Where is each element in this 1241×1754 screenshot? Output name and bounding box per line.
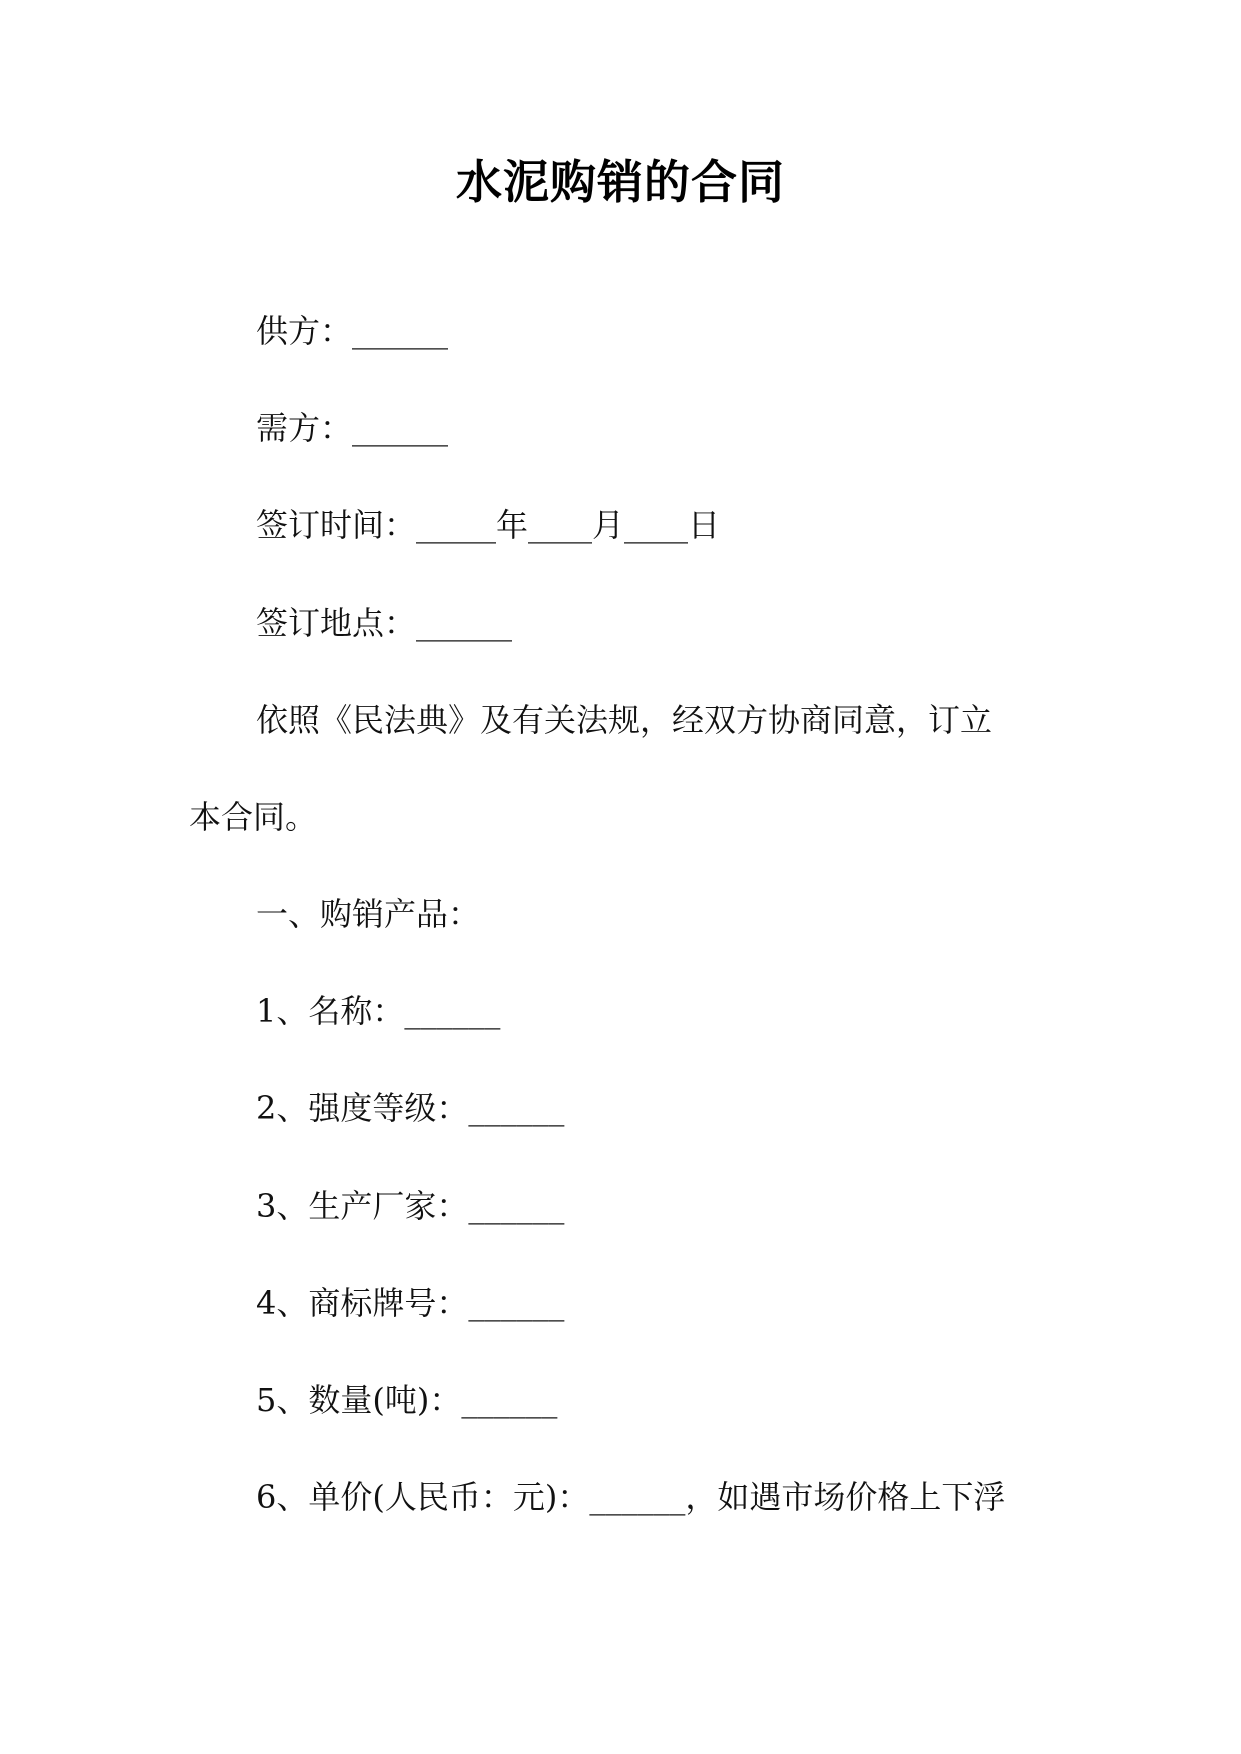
supplier-line: 供方：______: [256, 312, 449, 350]
preamble-line-2: 本合同。: [189, 798, 318, 836]
item-quantity-line: 5、数量(吨)：______: [256, 1381, 558, 1419]
signing-date-line: 签订时间：_____年____月____日: [256, 506, 721, 544]
item-price-line: 6、单价(人民币：元)：______，如遇市场价格上下浮: [256, 1478, 1006, 1516]
item-maker-line: 3、生产厂家：______: [256, 1187, 565, 1225]
preamble-line-1: 依照《民法典》及有关法规，经双方协商同意，订立: [256, 701, 993, 739]
item-name-line: 1、名称：______: [256, 992, 501, 1030]
section-1-heading: 一、购销产品：: [256, 895, 481, 933]
document-title: 水泥购销的合同: [456, 155, 785, 209]
item-strength-line: 2、强度等级：______: [256, 1089, 565, 1127]
buyer-line: 需方：______: [256, 409, 449, 447]
signing-place-line: 签订地点：______: [256, 604, 513, 642]
item-brand-line: 4、商标牌号：______: [256, 1284, 565, 1322]
